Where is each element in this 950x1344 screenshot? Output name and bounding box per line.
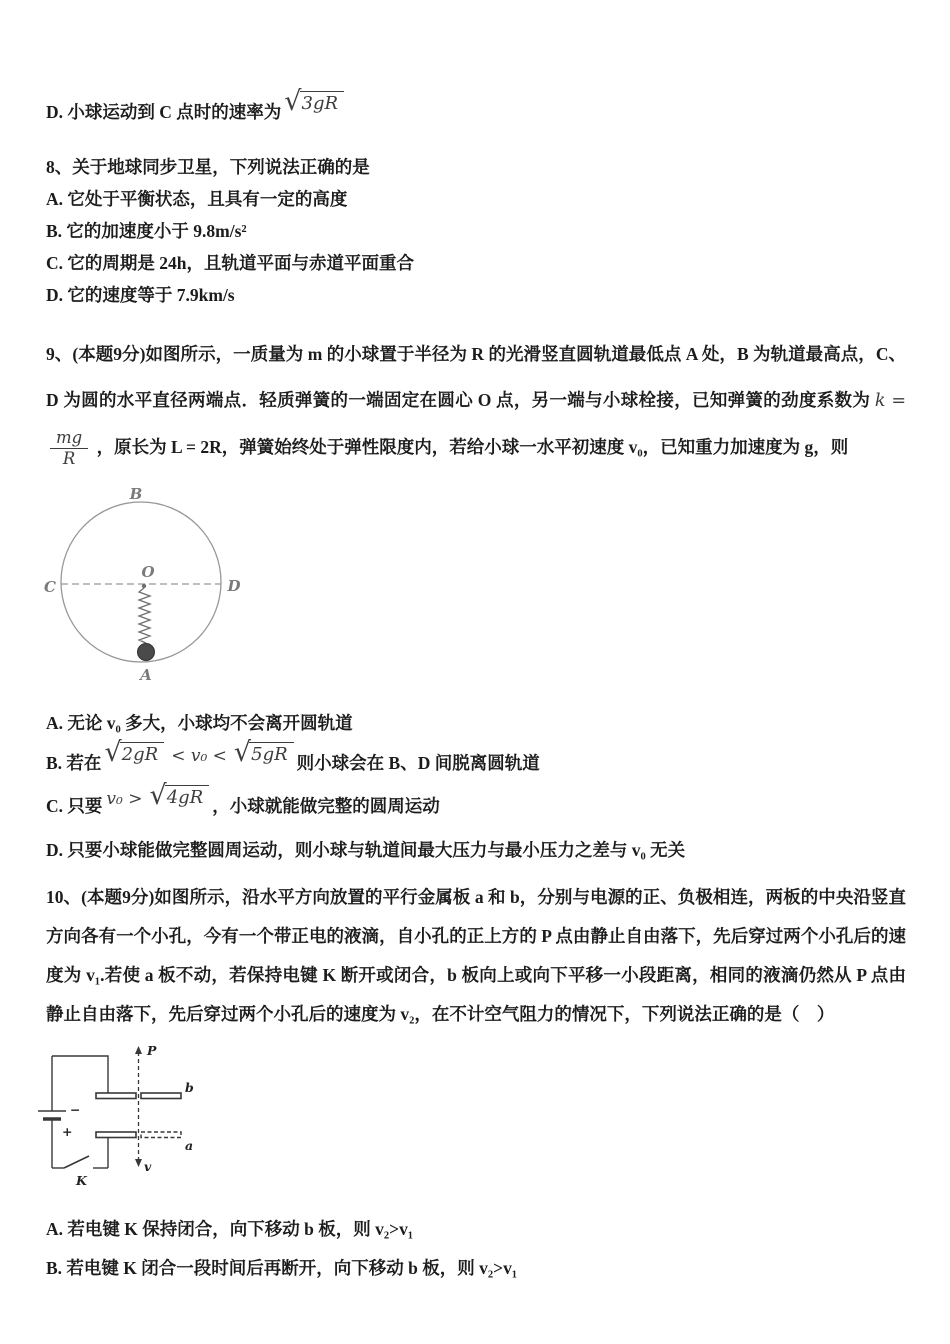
q9-option-d: D. 只要小球能做完整圆周运动，则小球与轨道间最大压力与最小压力之差与 v₀ 无关 (46, 840, 686, 860)
q8-title: 8、关于地球同步卫星，下列说法正确的是 (46, 157, 370, 177)
point-c-label: C (44, 578, 56, 596)
q9-stem-text-2: ，原长为 L = 2R，弹簧始终处于弹性限度内，若给小球一水平初速度 v₀，已知重力加速度为 g，则 (96, 437, 849, 457)
sqrt-3gR-formula: √ 3gR (284, 91, 344, 118)
point-b-label: B (129, 485, 143, 503)
point-p-label: P (147, 1043, 157, 1058)
center-o-label: O (141, 563, 155, 581)
point-a-label: A (140, 666, 152, 684)
q9-option-a: A. 无论 v₀ 多大，小球均不会离开圆轨道 (46, 713, 353, 733)
sqrt-2gR-formula: √ 2gR (104, 742, 164, 769)
center-o-dot (142, 584, 146, 588)
v0-inequality: < v₀ < (171, 745, 227, 766)
arrow-up-icon (135, 1046, 142, 1054)
q8-option-c: C. 它的周期是 24h，且轨道平面与赤道平面重合 (46, 253, 414, 273)
q8-option-d: D. 它的速度等于 7.9km/s (46, 285, 235, 305)
switch-icon (52, 1156, 108, 1168)
q8-option-b: B. 它的加速度小于 9.8m/s² (46, 221, 247, 241)
q9-circle-diagram (36, 484, 256, 692)
sqrt-5gR-formula: √ 5gR (234, 742, 294, 769)
spring-constant-lhs: k = (874, 391, 907, 411)
q10-option-a: A. 若电键 K 保持闭合，向下移动 b 板，则 v₂>v₁ (46, 1219, 414, 1239)
droplet-trajectory-dashed (135, 1046, 142, 1167)
circular-track (61, 502, 221, 662)
q9-option-b: B. 若在 √ 2gR < v₀ < √ 5gR 则小球会在 B、D 间脱离圆轨道 (46, 737, 540, 773)
arrow-down-icon (135, 1159, 142, 1167)
sqrt-4gR-formula: √ 4gR (149, 785, 209, 812)
q7-option-d (46, 86, 906, 125)
point-d-label: D (227, 577, 241, 595)
q8-option-a: A. 它处于平衡状态，且具有一定的高度 (46, 189, 348, 209)
q9-stem (46, 331, 906, 470)
spring-icon (139, 588, 150, 643)
q10-stem: 10、(本题9分)如图所示，沿水平方向放置的平行金属板 a 和 b，分别与电源的正、负极相连，两板的中央沿竖直方向各有一个小孔，今有一个带正电的液滴，自小孔的正上方的 P 点由静止自由落下，先后穿过两个小孔后的速度为 v₁.若使 a 板不动，若保持电键 K 断开或闭合，b 板向上或向下平移一小段距离，相同的液滴仍然从 P 点由静止自由落下，先后穿过两个小孔后的速度为 v₂，在不计空气阻力的情况下，下列说法正确的是（ ） (46, 887, 906, 1024)
v0-greater-than: v₀ > (106, 788, 143, 809)
q7-option-d-text: D. 小球运动到 C 点时的速率为 (46, 102, 282, 122)
plate-b-label: b (185, 1080, 194, 1095)
q9-stem-text-1: 9、(本题9分)如图所示，一质量为 m 的小球置于半径为 R 的光滑竖直圆轨道最低点 A 处，B 为轨道最高点，C、D 为圆的水平直径两端点．轻质弹簧的一端固定在圆心 O 点，另一端与小球栓接，已知弹簧的劲度系数为 (46, 344, 906, 410)
velocity-v-label: v (144, 1159, 152, 1174)
ball-at-a (138, 644, 155, 661)
switch-k-label: K (76, 1173, 87, 1188)
top-wire (52, 1056, 108, 1093)
q10-circuit-diagram (30, 1040, 280, 1198)
q10-option-b: B. 若电键 K 闭合一段时间后再断开，向下移动 b 板，则 v₂>v₁ (46, 1258, 518, 1278)
battery-icon (38, 1111, 66, 1119)
spring-constant-fraction: $\frac{mg}{R}$ (50, 429, 88, 470)
plate-a-label: a (185, 1138, 194, 1153)
q9-option-c: C. 只要 v₀ > √ 4gR ，小球就能做完整的圆周运动 (46, 780, 440, 816)
battery-minus-label: − (70, 1102, 81, 1117)
battery-plus-label: + (62, 1124, 73, 1139)
